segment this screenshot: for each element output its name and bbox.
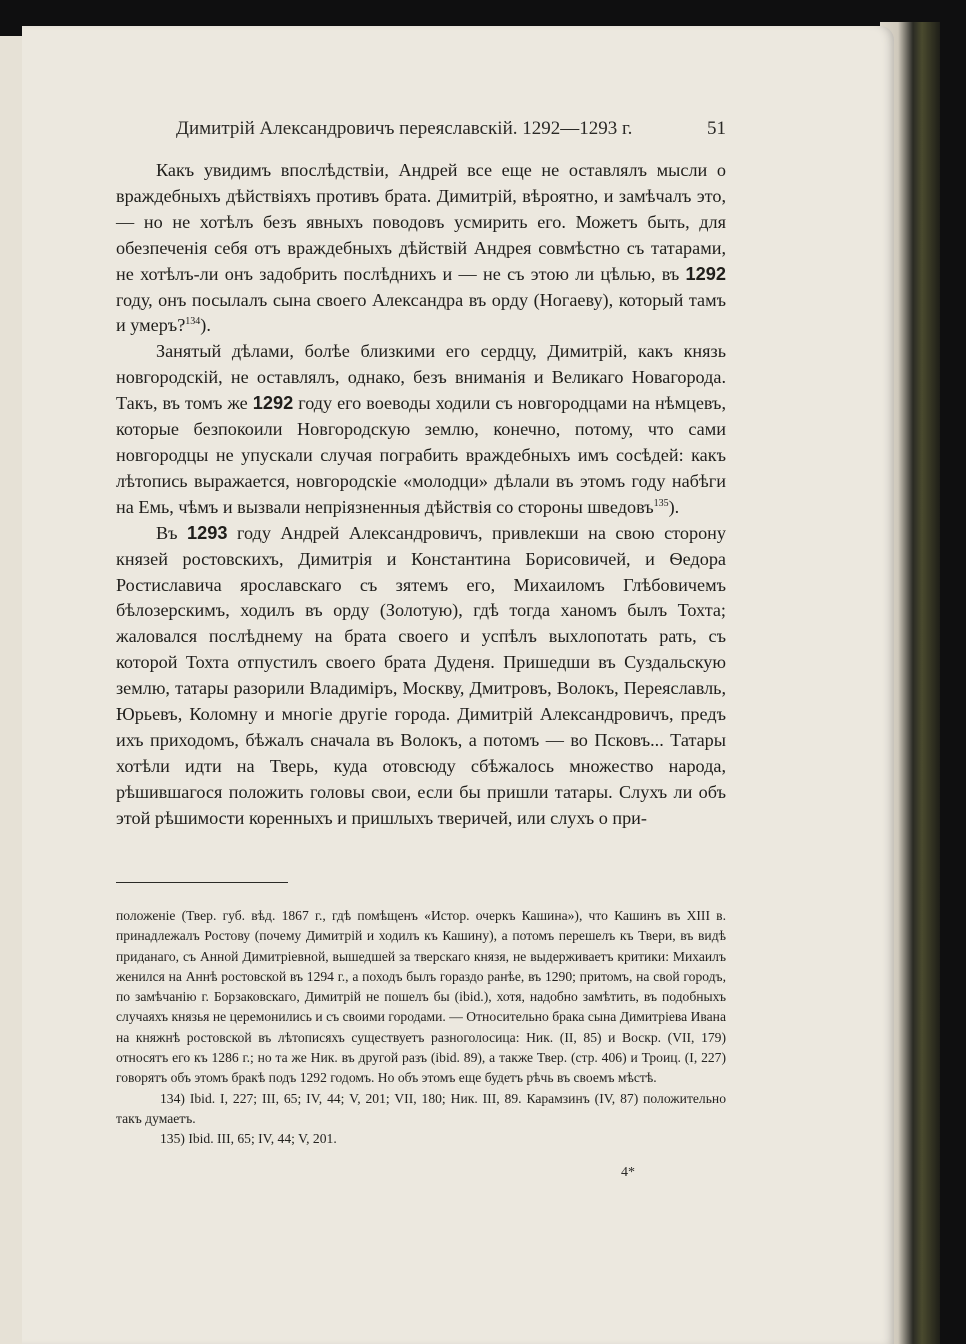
- running-header: [176, 118, 726, 140]
- page-number: 51: [707, 118, 726, 139]
- year: 1293: [187, 522, 228, 543]
- footnote-separator: [116, 882, 288, 883]
- year: 1292: [252, 393, 294, 414]
- running-title: Димитрій Александровичъ переяславскій. 1292—1293 г.: [176, 118, 633, 139]
- year: 1292: [685, 263, 726, 284]
- previous-page-edge: [0, 36, 23, 1344]
- footnote-ref: 135: [653, 497, 669, 509]
- footnote-135: 135) Ibid. III, 65; IV, 44; V, 201.: [160, 1131, 337, 1147]
- footnotes: [116, 906, 726, 1150]
- footnote-ref: 134: [185, 316, 201, 328]
- footnote-134: 134) Ibid. I, 227; III, 65; IV, 44; V, 201; VII, 180; Ник. III, 89. Карамзинъ (IV, 87) положительно такъ думаетъ.: [116, 1090, 726, 1126]
- paragraph: Какъ увидимъ впослѣдствіи, Андрей все еще не оставлялъ мысли о враждебныхъ дѣйствіяхъ противъ брата. Димитрій, вѣроятно, и замѣчалъ это, — но не хотѣлъ безъ явныхъ поводовъ усмирить его. Можетъ быть, для обезпеченія себя отъ враждебныхъ дѣйствій Андрея совмѣстно съ татарами, не хотѣлъ-ли онъ задобрить послѣднихъ и — не съ этою ли цѣлью, въ 1292 году, онъ посылалъ сына своего Александра въ орду (Ногаеву), который тамъ и умеръ?$^{134}$).: [116, 160, 726, 336]
- footnote-continuation: положеніе (Твер. губ. вѣд. 1867 г., гдѣ помѣщенъ «Истор. очеркъ Кашина»), что Кашинъ въ XIII в. принадлежалъ Ростову (почему Димитрій и ходилъ къ Кашину), а потомъ перешелъ къ Твери, въ видѣ приданаго, съ Анной Димитріевной, вышедшей за тверскаго князя, не выдерживаетъ критики: Михаилъ женился на Аннѣ ростовской въ 1294 г., а походъ былъ гораздо ранѣе, въ 1290; притомъ, на свой городъ, по замѣчанію г. Борзаковскаго, Димитрій не пошелъ бы (ibid.), хотя, надобно замѣтить, въ подобныхъ случаяхъ князья не церемонились и съ своими городами. — Относительно брака сына Димитріева Ивана на княжнѣ ростовской въ лѣтописяхъ существуетъ разноголосица: Ник. (II, 85) и Воскр. (VII, 179) относятъ его къ 1286 г.; но та же Ник. въ другой разъ (ibid. 89), а также Твер. (стр. 406) и Троиц. (I, 227) говорятъ объ этомъ бракѣ подъ 1292 годомъ. Но объ этомъ еще будетъ рѣчь въ своемъ мѣстѣ.: [116, 908, 726, 1086]
- main-text: [116, 158, 726, 832]
- paragraph: Занятый дѣлами, болѣе близкими его сердцу, Димитрій, какъ князь новгородскій, не оставлялъ, однако, безъ вниманія и Великаго Новагорода. Такъ, въ томъ же 1292 году его воеводы ходили съ новгородцами на нѣмцевъ, которые безпокоили Новгородскую землю, конечно, потому, что сами новгородцы не упускали случая пограбить враждебныхъ имъ сосѣдей: какъ лѣтопись выражается, новгородскіе «молодци» дѣлали въ этомъ году набѣги на Емь, чѣмъ и вызвали непріязненныя дѣйствія со стороны шведовъ$^{135}$).: [116, 341, 727, 517]
- paragraph: Въ 1293 году Андрей Александровичъ, привлекши на свою сторону князей ростовскихъ, Димитрія и Константина Борисовичей, и Ѳедора Ростиславича ярославскаго съ зятемъ его, Михаиломъ Глѣбовичемъ бѣлозерскимъ, ходилъ въ орду (Золотую), гдѣ тогда ханомъ былъ Тохта; жаловался послѣднему на брата своего и успѣлъ выхлопотать рать, съ которой Тохта отпустилъ своего брата Дуденя. Пришедши въ Суздальскую землю, татары разорили Владиміръ, Москву, Дмитровъ, Волокъ, Переяславль, Юрьевъ, Коломну и многіе другіе города. Димитрій Александровичъ, предъ ихъ приходомъ, бѣжалъ сначала въ Волокъ, а потомъ — во Псковъ... Татары хотѣли идти на Тверь, куда отовсюду сбѣжалось множество народа, рѣшившагося положить головы свои, если бы пришли татары. Слухъ ли объ этой рѣшимости коренныхъ и пришлыхъ тверичей, или слухъ о при-: [116, 522, 726, 828]
- signature-mark: 4*: [621, 1165, 635, 1180]
